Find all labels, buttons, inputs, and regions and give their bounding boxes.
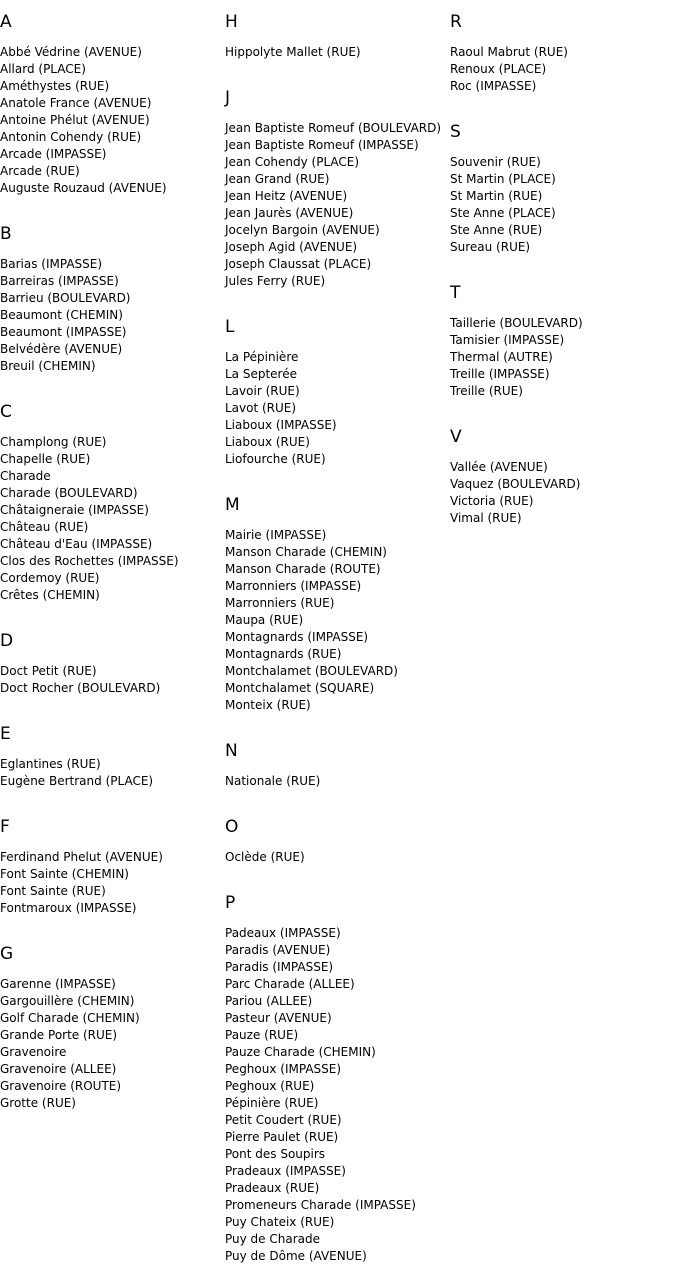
street-name: Gargouillère (CHEMIN) <box>0 994 135 1008</box>
letter-section <box>450 279 675 400</box>
letter-section <box>225 313 450 468</box>
street-name: Roc (IMPASSE) <box>450 79 537 93</box>
section-letter-heading: G <box>0 944 14 964</box>
street-list <box>450 315 675 400</box>
section-letter-heading: S <box>450 122 461 142</box>
letter-section <box>225 491 450 714</box>
street-name: Auguste Rouzaud (AVENUE) <box>0 181 167 195</box>
street-name: Renoux (PLACE) <box>450 62 547 76</box>
street-name: Gravenoire (ALLEE) <box>0 1062 117 1076</box>
street-name: Marronniers (RUE) <box>225 596 335 610</box>
street-name: Châtaigneraie (IMPASSE) <box>0 503 149 517</box>
street-name: Thermal (AUTRE) <box>450 350 553 364</box>
street-name: Ste Anne (PLACE) <box>450 206 556 220</box>
street-name: Hippolyte Mallet (RUE) <box>225 45 361 59</box>
street-name: Font Sainte (RUE) <box>0 884 106 898</box>
letter-section <box>0 813 225 917</box>
street-name: Font Sainte (CHEMIN) <box>0 867 129 881</box>
street-list <box>0 434 225 604</box>
street-name: Monteix (RUE) <box>225 698 311 712</box>
street-name: Charade (BOULEVARD) <box>0 486 138 500</box>
street-name: St Martin (RUE) <box>450 189 543 203</box>
street-name: Barias (IMPASSE) <box>0 257 103 271</box>
street-name: Abbé Védrine (AVENUE) <box>0 45 142 59</box>
street-name: Vallée (AVENUE) <box>450 460 548 474</box>
letter-section <box>225 84 450 290</box>
street-name: Montchalamet (SQUARE) <box>225 681 375 695</box>
letter-section <box>0 627 225 697</box>
section-letter-heading: T <box>450 283 461 303</box>
letter-section <box>225 8 450 61</box>
section-letter-heading: C <box>0 402 12 422</box>
street-name: Fontmaroux (IMPASSE) <box>0 901 137 915</box>
street-name: Chapelle (RUE) <box>0 452 91 466</box>
street-name: Victoria (RUE) <box>450 494 534 508</box>
street-list <box>0 44 225 197</box>
street-list <box>0 256 225 375</box>
street-name: Pierre Paulet (RUE) <box>225 1130 339 1144</box>
street-name: Breuil (CHEMIN) <box>0 359 96 373</box>
section-letter-heading: L <box>225 317 235 337</box>
street-name: Pauze Charade (CHEMIN) <box>225 1045 376 1059</box>
street-list <box>225 120 450 290</box>
street-name: Belvédère (AVENUE) <box>0 342 123 356</box>
street-name: Lavot (RUE) <box>225 401 297 415</box>
street-name: Gravenoire (ROUTE) <box>0 1079 122 1093</box>
street-list <box>450 459 675 527</box>
street-name: Paradis (IMPASSE) <box>225 960 334 974</box>
street-name: Jean Baptiste Romeuf (IMPASSE) <box>225 138 419 152</box>
street-name: Améthystes (RUE) <box>0 79 110 93</box>
street-list <box>450 44 675 95</box>
street-name: Paradis (AVENUE) <box>225 943 331 957</box>
section-letter-heading: D <box>0 631 14 651</box>
street-list <box>0 976 225 1112</box>
street-name: Doct Petit (RUE) <box>0 664 97 678</box>
street-list <box>225 925 450 1265</box>
street-name: Raoul Mabrut (RUE) <box>450 45 568 59</box>
street-name: Peghoux (RUE) <box>225 1079 315 1093</box>
street-list <box>225 773 450 790</box>
street-name: Pauze (RUE) <box>225 1028 299 1042</box>
street-list <box>225 849 450 866</box>
section-letter-heading: O <box>225 817 239 837</box>
letter-section <box>0 940 225 1112</box>
street-name: Jean Baptiste Romeuf (BOULEVARD) <box>225 121 442 135</box>
street-list <box>450 154 675 256</box>
street-name: Cordemoy (RUE) <box>0 571 100 585</box>
letter-section <box>225 737 450 790</box>
street-name: Treille (RUE) <box>450 384 523 398</box>
street-list <box>0 756 225 790</box>
street-name: Antoine Phélut (AVENUE) <box>0 113 150 127</box>
section-letter-heading: P <box>225 893 236 913</box>
street-name: Joseph Claussat (PLACE) <box>225 257 372 271</box>
street-name: Maupa (RUE) <box>225 613 304 627</box>
street-name: Souvenir (RUE) <box>450 155 541 169</box>
street-list <box>0 663 225 697</box>
street-list <box>225 527 450 714</box>
street-name: Charade <box>0 469 51 483</box>
street-name: Lavoir (RUE) <box>225 384 300 398</box>
street-name: La Septerée <box>225 367 297 381</box>
street-name: Crêtes (CHEMIN) <box>0 588 100 602</box>
letter-section <box>450 118 675 256</box>
street-name: Petit Coudert (RUE) <box>225 1113 342 1127</box>
street-name: Marronniers (IMPASSE) <box>225 579 362 593</box>
street-name: Liaboux (IMPASSE) <box>225 418 337 432</box>
street-name: Château (RUE) <box>0 520 89 534</box>
letter-section <box>225 813 450 866</box>
letter-section <box>0 220 225 375</box>
street-name: La Pépinière <box>225 350 299 364</box>
street-name: Peghoux (IMPASSE) <box>225 1062 342 1076</box>
street-name: St Martin (PLACE) <box>450 172 556 186</box>
section-letter-heading: N <box>225 741 238 761</box>
street-name: Jean Cohendy (PLACE) <box>225 155 360 169</box>
street-name: Ferdinand Phelut (AVENUE) <box>0 850 163 864</box>
street-name: Garenne (IMPASSE) <box>0 977 116 991</box>
letter-section <box>0 720 225 790</box>
street-name: Mairie (IMPASSE) <box>225 528 327 542</box>
street-name: Clos des Rochettes (IMPASSE) <box>0 554 179 568</box>
letter-section <box>225 889 450 1265</box>
street-name: Anatole France (AVENUE) <box>0 96 152 110</box>
street-name: Vimal (RUE) <box>450 511 522 525</box>
street-name: Doct Rocher (BOULEVARD) <box>0 681 161 695</box>
section-letter-heading: E <box>0 724 11 744</box>
street-name: Jules Ferry (RUE) <box>225 274 326 288</box>
street-name: Taillerie (BOULEVARD) <box>450 316 583 330</box>
index-column <box>450 8 675 550</box>
street-name: Arcade (RUE) <box>0 164 80 178</box>
street-name: Parc Charade (ALLEE) <box>225 977 355 991</box>
letter-section <box>450 8 675 95</box>
index-column <box>225 8 450 1288</box>
street-list <box>0 849 225 917</box>
street-name: Promeneurs Charade (IMPASSE) <box>225 1198 416 1212</box>
street-name: Pépinière (RUE) <box>225 1096 319 1110</box>
street-name: Eugène Bertrand (PLACE) <box>0 774 154 788</box>
street-name: Pariou (ALLEE) <box>225 994 313 1008</box>
letter-section <box>0 8 225 197</box>
street-name: Pasteur (AVENUE) <box>225 1011 332 1025</box>
street-list <box>225 349 450 468</box>
street-name: Ste Anne (RUE) <box>450 223 543 237</box>
street-name: Barrieu (BOULEVARD) <box>0 291 131 305</box>
street-name: Padeaux (IMPASSE) <box>225 926 341 940</box>
section-letter-heading: R <box>450 12 462 32</box>
section-letter-heading: A <box>0 12 12 32</box>
street-name: Château d'Eau (IMPASSE) <box>0 537 153 551</box>
section-letter-heading: H <box>225 12 238 32</box>
street-name: Jean Heitz (AVENUE) <box>225 189 348 203</box>
street-name: Liofourche (RUE) <box>225 452 326 466</box>
letter-section <box>0 398 225 604</box>
street-name: Arcade (IMPASSE) <box>0 147 107 161</box>
street-name: Pradeaux (RUE) <box>225 1181 320 1195</box>
street-name: Montagnards (IMPASSE) <box>225 630 369 644</box>
section-letter-heading: B <box>0 224 12 244</box>
street-name: Liaboux (RUE) <box>225 435 310 449</box>
street-name: Jean Grand (RUE) <box>225 172 330 186</box>
street-name: Pont des Soupirs <box>225 1147 326 1161</box>
street-name: Tamisier (IMPASSE) <box>450 333 565 347</box>
section-letter-heading: M <box>225 495 240 515</box>
street-name: Grande Porte (RUE) <box>0 1028 118 1042</box>
street-name: Montagnards (RUE) <box>225 647 342 661</box>
street-name: Grotte (RUE) <box>0 1096 76 1110</box>
street-name: Golf Charade (CHEMIN) <box>0 1011 140 1025</box>
street-name: Manson Charade (CHEMIN) <box>225 545 387 559</box>
street-name: Oclède (RUE) <box>225 850 305 864</box>
street-name: Manson Charade (ROUTE) <box>225 562 381 576</box>
street-name: Jocelyn Bargoin (AVENUE) <box>225 223 380 237</box>
street-name: Jean Jaurès (AVENUE) <box>225 206 354 220</box>
street-name: Montchalamet (BOULEVARD) <box>225 664 398 678</box>
section-letter-heading: F <box>0 817 10 837</box>
street-name: Antonin Cohendy (RUE) <box>0 130 142 144</box>
section-letter-heading: V <box>450 427 462 447</box>
letter-section <box>450 423 675 527</box>
street-name: Gravenoire <box>0 1045 67 1059</box>
street-name: Puy Chateix (RUE) <box>225 1215 335 1229</box>
street-name: Puy de Dôme (AVENUE) <box>225 1249 367 1263</box>
index-column <box>0 8 225 1135</box>
street-name: Puy de Charade <box>225 1232 320 1246</box>
street-name: Champlong (RUE) <box>0 435 107 449</box>
street-name: Eglantines (RUE) <box>0 757 101 771</box>
section-letter-heading: J <box>225 88 231 108</box>
street-name: Vaquez (BOULEVARD) <box>450 477 581 491</box>
street-name: Beaumont (IMPASSE) <box>0 325 127 339</box>
street-name: Joseph Agid (AVENUE) <box>225 240 358 254</box>
street-name: Nationale (RUE) <box>225 774 321 788</box>
street-name: Barreiras (IMPASSE) <box>0 274 119 288</box>
street-name: Treille (IMPASSE) <box>450 367 550 381</box>
street-name: Beaumont (CHEMIN) <box>0 308 123 322</box>
street-name: Pradeaux (IMPASSE) <box>225 1164 346 1178</box>
street-name: Sureau (RUE) <box>450 240 531 254</box>
street-list <box>225 44 450 61</box>
street-name: Allard (PLACE) <box>0 62 86 76</box>
